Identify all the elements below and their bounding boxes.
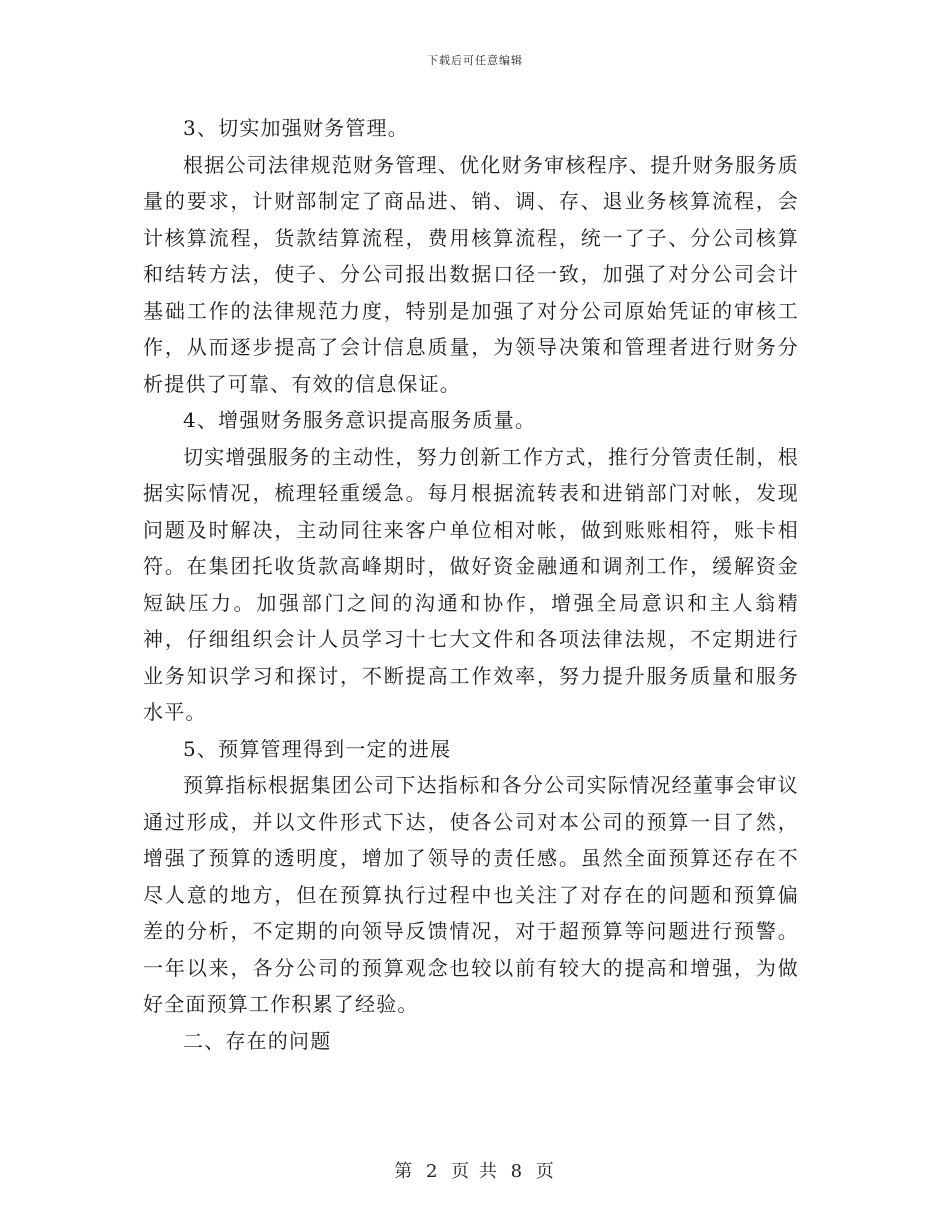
page-footer <box>0 1157 950 1183</box>
section-heading-problems: 二、存在的问题 <box>183 1028 332 1053</box>
footer-middle: 页 共 <box>451 1161 499 1182</box>
footer-total-pages: 8 <box>510 1161 525 1182</box>
section-heading-5: 5、预算管理得到一定的进展 <box>183 736 452 761</box>
section-heading-4: 4、增强财务服务意识提高服务质量。 <box>183 408 537 432</box>
page-header-note: 下载后可任意编辑 <box>427 54 523 67</box>
footer-page-number: 2 <box>425 1161 440 1182</box>
paragraph-4: 切实增强服务的主动性，努力创新工作方式，推行分管责任制，根据实际情况，梳理轻重缓急。每月根据流转表和进销部门对帐，发现问题及时解决，主动同往来客户单位相对帐，做到账账相符，账卡相符。在集团托收货款高峰期时，做好资金融通和调剂工作，缓解资金短缺压力。加强部门之间的沟通和协作，增强全局意识和主人翁精神，仔细组织会计人员学习十七大文件和各项法律法规，不定期进行业务知识学习和探讨，不断提高工作效率，努力提升服务质量和服务水平。 <box>143 444 799 724</box>
document-body <box>143 110 799 1059</box>
section-heading-3: 3、切实加强财务管理。 <box>183 116 409 140</box>
footer-suffix: 页 <box>535 1161 556 1182</box>
paragraph-3: 根据公司法律规范财务管理、优化财务审核程序、提升财务服务质量的要求，计财部制定了商品进、销、调、存、退业务核算流程，会计核算流程，货款结算流程，费用核算流程，统一了子、分公司核算和结转方法，使子、分公司报出数据口径一致，加强了对分公司会计基础工作的法律规范力度，特别是加强了对分公司原始凭证的审核工作，从而逐步提高了会计信息质量，为领导决策和管理者进行财务分析提供了可靠、有效的信息保证。 <box>143 152 799 396</box>
footer-prefix: 第 <box>394 1161 415 1182</box>
paragraph-5: 预算指标根据集团公司下达指标和各分公司实际情况经董事会审议通过形成，并以文件形式下达，使各公司对本公司的预算一目了然，增强了预算的透明度，增加了领导的责任感。虽然全面预算还存在不尽人意的地方，但在预算执行过程中也关注了对存在的问题和预算偏差的分析，不定期的向领导反馈情况，对于超预算等问题进行预警。一年以来，各分公司的预算观念也较以前有较大的提高和增强，为做好全面预算工作积累了经验。 <box>143 773 799 1016</box>
